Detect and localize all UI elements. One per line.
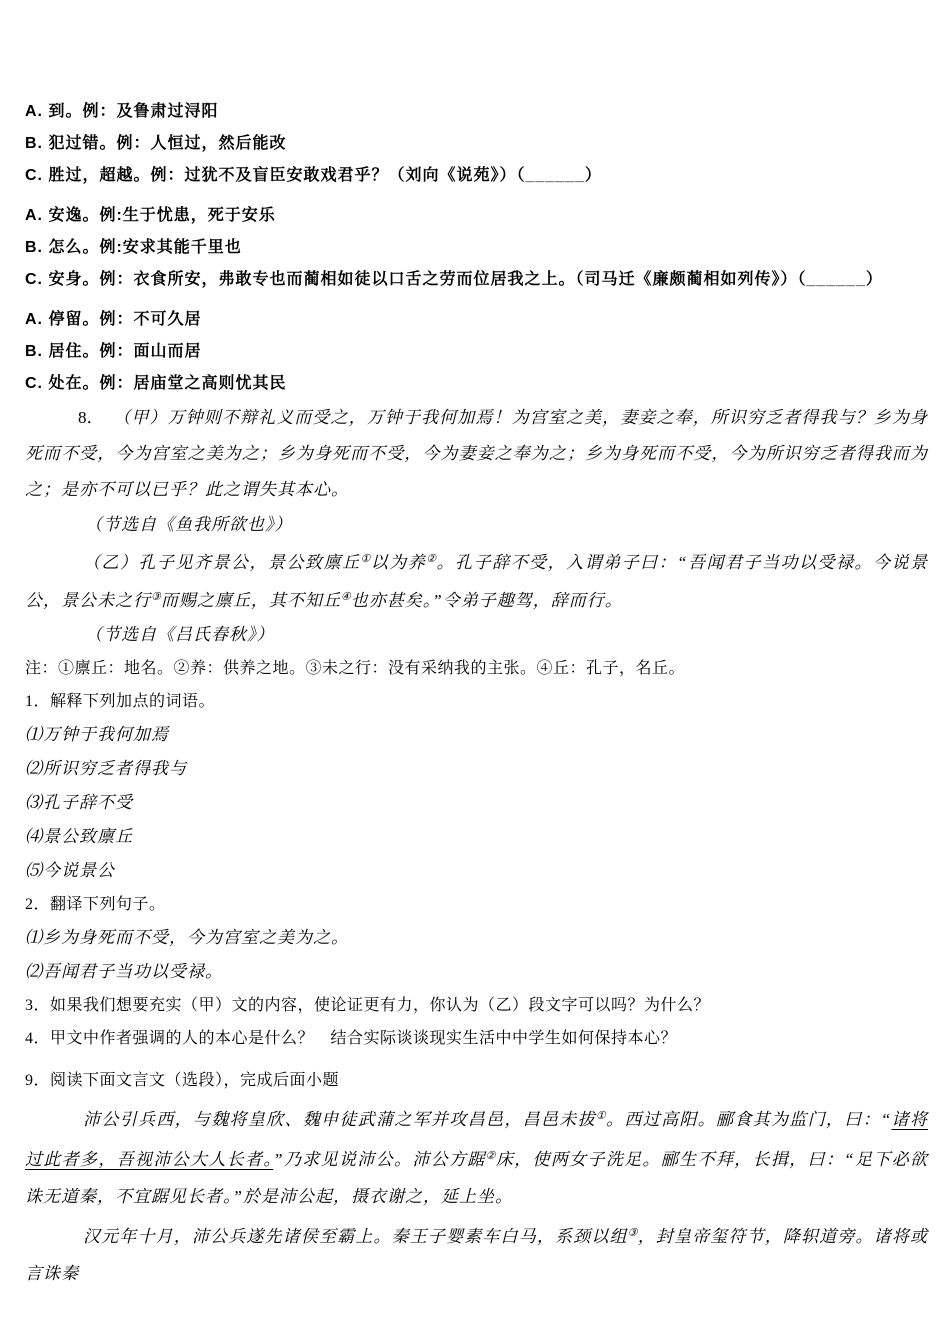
text-segment: 。孔子辞不受，入谓弟子曰：“吾闻君子当功以受禄。今说景公，景公未之行 [25,553,928,610]
passage-jia-text: （甲）万钟则不辩礼义而受之，万钟于我何加焉！为宫室之美，妻妾之奉，所识穷乏者得我与？乡为身死而不受，今为宫室之美为之；乡为身死而不受，今为妻妾之奉为之；乡为身死而不受，今为所识穷乏者得我而为之；是亦不可以已乎？此之谓失其本心。 [25,408,928,499]
text-segment: 而赐之廪丘，其不知丘 [160,591,341,610]
q1-item-1: ⑴万钟于我何加焉 [25,725,169,744]
q2-item-2: ⑵吾闻君子当功以受禄。 [25,962,223,981]
text-segment: （乙）孔子见齐景公，景公致廪丘 [83,553,361,572]
note-marker-superscript: ④ [340,591,351,603]
question8-passage-yi [25,542,928,618]
text-segment: ”乃求见说沛公。沛公方踞 [273,1150,486,1169]
text-segment: 汉元年十月，沛公兵遂先诸侯至霸上。秦王子婴素车白马，系颈以组 [83,1227,628,1246]
note-marker-superscript: ① [360,553,371,565]
passage-yi-source: （节选自《吕氏春秋》） [85,625,275,644]
q2-item-1: ⑴乡为身死而不受，今为宫室之美为之。 [25,928,349,947]
note-marker-superscript: ① [595,1110,607,1122]
option-line-group1-b: B. 犯过错。例：人恒过，然后能改 [25,135,287,152]
text-segment: 床，使两女子洗足。郦生不拜，长揖，曰：“足下必欲诛无道秦，不宜踞见长者。”於是沛公起，摄衣谢之，延上坐。 [25,1150,928,1206]
passage-notes: 注：①廪丘：地名。②养：供养之地。③未之行：没有采纳我的主张。④丘：孔子，名丘。 [25,660,686,677]
question9-paragraph-1 [25,1098,928,1215]
text-segment: 。西过高阳。郦食其为监门，曰：“ [606,1110,892,1129]
note-marker-superscript: ② [485,1150,496,1162]
text-segment: 也亦甚矣。”令弟子趣驾，辞而行。 [350,591,623,610]
sub-question-2: 2．翻译下列句子。 [25,896,166,913]
text-segment: 沛公引兵西，与魏将皇欣、魏申徒武蒲之军并攻昌邑，昌邑未拔 [83,1110,596,1129]
note-marker-superscript: ③ [151,591,161,603]
option-line-group1-c: C. 胜过，超越。例：过犹不及盲臣安敢戏君乎？（刘向《说苑》）（______） [25,167,602,184]
option-line-group2-c: C. 安身。例：衣食所安，弗敢专也而蔺相如徒以口舌之劳而位居我之上。（司马迁《廉颇蔺相如列传》）（______） [25,271,883,288]
option-line-group1-a: A. 到。例：及鲁肃过浔阳 [25,103,219,120]
option-line-group3-b: B. 居住。例：面山而居 [25,343,202,360]
note-marker-superscript: ③ [627,1227,638,1239]
text-segment: 以为养 [370,553,427,572]
question8-passage-jia [25,400,928,508]
question9-title: 9．阅读下面文言文（选段），完成后面小题 [25,1072,340,1089]
sub-question-1: 1．解释下列加点的词语。 [25,693,216,710]
passage-jia-source: （节选自《鱼我所欲也》） [85,515,293,534]
sub-question-4: 4．甲文中作者强调的人的本心是什么？ 结合实际谈谈现实生活中中学生如何保持本心？ [25,1030,678,1047]
option-line-group3-a: A. 停留。例：不可久居 [25,311,202,328]
question8-number: 8． [78,408,104,427]
q1-item-5: ⑸今说景公 [25,861,115,880]
text-segment: ，封皇帝玺符节，降轵道旁。诸将或言诛秦 [25,1227,929,1283]
option-line-group3-c: C. 处在。例：居庙堂之高则忧其民 [25,375,287,392]
option-line-group2-a: A. 安逸。例:生于忧患，死于安乐 [25,207,276,224]
q1-item-4: ⑷景公致廪丘 [25,827,133,846]
question9-paragraph-2 [25,1215,928,1292]
underlined-clause: 诸将过此者多，吾视沛公大人长者。 [25,1110,928,1169]
note-marker-superscript: ② [426,553,437,565]
q1-item-2: ⑵所识穷乏者得我与 [25,759,187,778]
q1-item-3: ⑶孔子辞不受 [25,793,133,812]
option-line-group2-b: B. 怎么。例:安求其能千里也 [25,239,242,256]
sub-question-3: 3．如果我们想要充实（甲）文的内容，使论证更有力，你认为（乙）段文字可以吗？为什么？ [25,997,711,1014]
